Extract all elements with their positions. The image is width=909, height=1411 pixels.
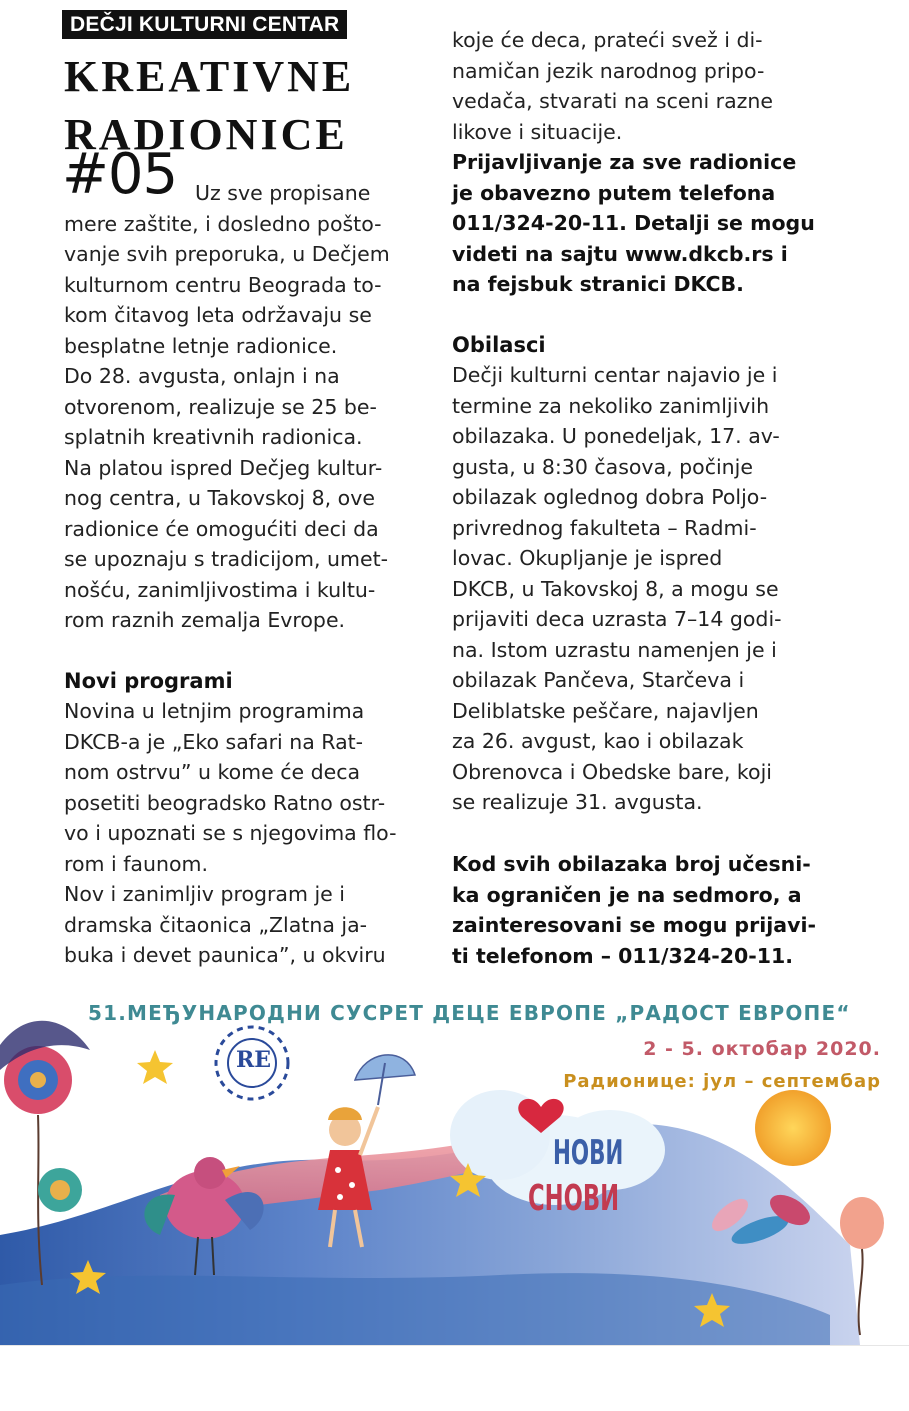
text-line: termine za nekoliko zanimljivih [452, 393, 770, 418]
text-line: obilazaka. U ponedeljak, 17. av- [452, 424, 780, 448]
text-line: dramska čitaonica „Zlatna ja- [64, 912, 368, 937]
registration-notice [452, 147, 815, 300]
issue-number: #05 [62, 142, 178, 207]
text-line: koje će deca, prateći svež i di- [452, 28, 763, 52]
text-line: posetiti beogradsko Ratno ostr- [64, 790, 386, 815]
section-heading: Obilasci [452, 333, 546, 357]
festival-logo-text: RE [236, 1047, 272, 1073]
text-line: Dečji kulturni centar najavio je i [452, 363, 778, 387]
text-line: Prijavljivanje za sve radionice [452, 150, 797, 174]
festival-dates: 2 - 5. октобар 2020. [643, 1038, 881, 1060]
text-line: DKCB-a je „Eko safari na Rat- [64, 729, 364, 754]
text-line: radionice će omogućiti deci da [64, 516, 379, 541]
continued-paragraph [452, 25, 773, 147]
text-line: nošću, zanimljivostima i kultu- [64, 577, 376, 602]
text-line: vo i upoznati se s njegovima flo- [64, 821, 397, 845]
text-line: besplatne letnje radionice. [64, 333, 338, 358]
text-line: Obrenovca i Obedske bare, koji [452, 759, 772, 784]
text-line: 011/324-20-11. Detalji se mogu [452, 211, 815, 235]
text-line: nom ostrvu” u kome će deca [64, 760, 361, 784]
text-line: je obavezno putem telefona [452, 180, 776, 205]
title-line: RADIONICE [64, 110, 348, 159]
star-icon [137, 1050, 173, 1084]
text-line: namičan jezik narodnog pripo- [452, 58, 765, 83]
text-line: vanje svih preporuka, u Dečjem [64, 242, 390, 266]
text-line: mere zaštite, i dosledno pošto- [64, 211, 382, 236]
closing-notice [452, 849, 816, 971]
text-line: DKCB, u Takovskoj 8, a mogu se [452, 576, 779, 601]
text-line: vedača, stvarati na sceni razne [452, 89, 774, 113]
text-line: kulturnom centru Beograda to- [64, 272, 382, 297]
text-line: Novina u letnjim programima [64, 699, 365, 723]
text-line: zainteresovani se mogu prijavi- [452, 913, 817, 937]
section-heading: Novi programi [64, 669, 233, 693]
text-line: Kod svih obilazaka broj učesni- [452, 852, 811, 876]
festival-name: 51.МЕЂУНАРОДНИ СУСРЕТ ДЕЦЕ ЕВРОПЕ „РАДОСТ ЕВРОПЕ“ [88, 1001, 851, 1025]
text-line: privrednog fakulteta – Radmi- [452, 515, 757, 540]
text-line: obilazak Pančeva, Starčeva i [452, 668, 745, 692]
text-line: splatnih kreativnih radionica. [64, 425, 363, 449]
text-line: Nov i zanimljiv program je i [64, 882, 345, 906]
text-line: prijaviti deca uzrasta 7–14 godi- [452, 607, 782, 631]
flower-icon [840, 1197, 884, 1249]
text-line: likove i situacije. [452, 119, 623, 144]
snovi-label: СНОВИ [528, 1178, 620, 1219]
text-line: buka i devet paunica”, u okviru [64, 943, 386, 967]
text-line: nog centra, u Takovskoj 8, ove [64, 486, 375, 510]
text-line: Na platou ispred Dečjeg kultur- [64, 455, 383, 480]
intro-paragraph [64, 178, 390, 636]
text-line: lovac. Okupljanje je ispred [452, 546, 723, 570]
text-line: obilazak oglednog dobra Poljo- [452, 485, 768, 509]
text-line: ka ograničen je na sedmoro, a [452, 882, 802, 907]
text-line: na. Istom uzrastu namenjen je i [452, 637, 777, 662]
text-line: gusta, u 8:30 časova, počinje [452, 454, 753, 479]
text-line: se upoznaju s tradicijom, umet- [64, 547, 389, 571]
section-tag: DEČJI KULTURNI CENTAR [62, 10, 347, 39]
text-line: rom i faunom. [64, 851, 209, 876]
text-line: kom čitavog leta održavaju se [64, 303, 372, 327]
text-line: se realizuje 31. avgusta. [452, 790, 703, 814]
text-line: Uz sve propisane [195, 181, 371, 205]
workshops-period: Радионице: јул – септембар [563, 1071, 881, 1092]
sun-icon [755, 1090, 831, 1166]
body-paragraph [452, 360, 782, 818]
title-line: KREATIVNE [64, 52, 355, 101]
text-line: rom raznih zemalja Evrope. [64, 608, 346, 632]
text-line: na fejsbuk stranici DKCB. [452, 272, 744, 296]
body-paragraph [64, 696, 396, 971]
text-line: za 26. avgust, kao i obilazak [452, 729, 744, 753]
novi-label: НОВИ [553, 1133, 624, 1173]
event-banner [0, 985, 909, 1346]
text-line: ti telefonom – 011/324-20-11. [452, 943, 794, 968]
text-line: Deliblatske peščare, najavljen [452, 698, 759, 723]
text-line: Do 28. avgusta, onlajn i na [64, 364, 340, 388]
text-line: videti na sajtu www.dkcb.rs i [452, 241, 788, 266]
text-line: otvorenom, realizuje se 25 be- [64, 394, 377, 419]
